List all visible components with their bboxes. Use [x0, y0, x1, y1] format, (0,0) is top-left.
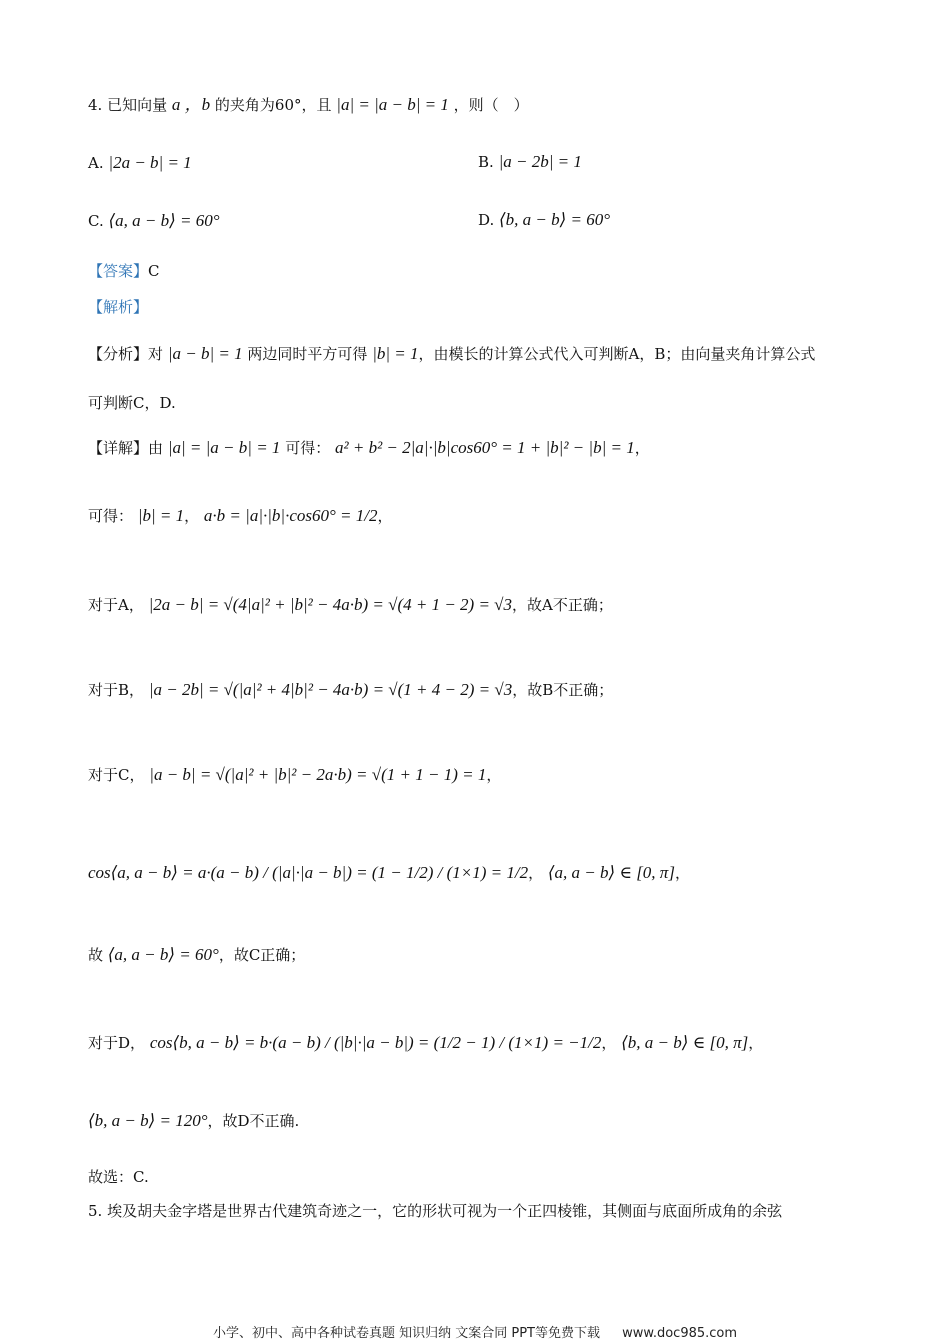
case-c-cos-comma: ， [528, 864, 544, 882]
case-d-cos-math: cos⟨b, a − b⟩ = b·(a − b) / (|b|·|a − b|) = (1/2 − 1) / (1×1) = −1/2 [149, 1033, 602, 1052]
detail-math-1: |a| = |a − b| = 1 [167, 438, 281, 457]
case-a [88, 594, 613, 616]
case-c-range-comma: ， [674, 864, 690, 882]
fenxi-tag: 【分析】 [88, 345, 149, 363]
detail-comma: ， [634, 439, 650, 457]
footer-link[interactable]: www.doc985.com [622, 1326, 738, 1341]
detail-line-2 [88, 505, 393, 527]
option-b-label: B. [478, 153, 494, 171]
analysis-tag: 【解析】 [88, 298, 149, 316]
case-d-conclusion [88, 1110, 299, 1132]
case-c-comma: ， [486, 766, 502, 784]
detail-comma-2: ， [184, 507, 200, 525]
case-c-cos-math: cos⟨a, a − b⟩ = a·(a − b) / (|a|·|a − b|) = (1 − 1/2) / (1×1) = 1/2 [88, 863, 529, 882]
fenxi-text: 对 [148, 345, 164, 363]
case-d-range: ⟨b, a − b⟩ ∈ [0, π] [621, 1033, 749, 1052]
case-d-conc-tail: ，故D不正确. [207, 1112, 300, 1130]
detail-math-4: a·b = |a|·|b|·cos60° = 1/2 [203, 506, 378, 525]
detail-math-2: a² + b² − 2|a|·|b|cos60° = 1 + |b|² − |b| = 1 [335, 438, 635, 457]
case-c-label: 对于C， [88, 766, 145, 784]
case-d-range-comma: ， [748, 1034, 764, 1052]
q4-stem-mid: 的夹角为60°，且 [214, 96, 332, 114]
answer-line [88, 260, 160, 282]
option-d-label: D. [478, 211, 495, 229]
case-d-label: 对于D， [88, 1034, 146, 1052]
case-b-math: |a − 2b| = √(|a|² + 4|b|² − 4a·b) = √(1 + 4 − 2) = √3 [148, 680, 513, 699]
case-d-conc-math: ⟨b, a − b⟩ = 120° [88, 1111, 208, 1130]
fenxi-math-1: |a − b| = 1 [167, 344, 243, 363]
q5-stem [88, 1200, 782, 1222]
option-b [478, 152, 582, 172]
fenxi-line-2 [88, 392, 176, 414]
detail-text-2: 可得： [285, 439, 331, 457]
detail-comma-3: ， [377, 507, 393, 525]
option-a [88, 152, 192, 174]
fenxi-text-4: 可判断C，D. [88, 394, 176, 412]
option-a-math: |2a − b| = 1 [108, 153, 192, 172]
detail-text-3: 可得： [88, 507, 134, 525]
fenxi-text-3: ，由模长的计算公式代入可判断A，B；由向量夹角计算公式 [418, 345, 816, 363]
case-b-conclusion: ，故B不正确； [512, 681, 614, 699]
fenxi-line-1 [88, 343, 815, 365]
fenxi-math-2: |b| = 1 [372, 344, 419, 363]
detail-text: 由 [148, 439, 164, 457]
option-b-math: |a − 2b| = 1 [498, 152, 582, 171]
q4-stem [88, 94, 529, 116]
case-c-cos [88, 862, 690, 884]
case-c-math: |a − b| = √(|a|² + |b|² − 2a·b) = √(1 + 1 − 1) = 1 [149, 765, 487, 784]
case-b [88, 679, 613, 701]
final-choice-text: 故选：C. [88, 1168, 149, 1186]
answer-value: C [148, 262, 160, 280]
detail-line-1 [88, 437, 650, 459]
case-c-conc-math: ⟨a, a − b⟩ = 60° [107, 945, 219, 964]
detail-math-3: |b| = 1 [137, 506, 185, 525]
option-d [478, 210, 610, 230]
case-d [88, 1032, 763, 1054]
final-choice [88, 1166, 149, 1188]
case-d-cos-comma: ， [601, 1034, 617, 1052]
option-c-label: C. [88, 212, 104, 230]
q4-stem-condition: |a| = |a − b| = 1 [336, 95, 449, 114]
option-c-math: ⟨a, a − b⟩ = 60° [108, 211, 220, 230]
case-c-conc-text: 故 [88, 946, 104, 964]
option-c [88, 210, 220, 232]
q4-stem-prefix: 4. 已知向量 [88, 96, 168, 114]
case-a-label: 对于A， [88, 596, 144, 614]
q5-stem-text: 5. 埃及胡夫金字塔是世界古代建筑奇迹之一，它的形状可视为一个正四棱锥，其侧面与底面所成角的余弦 [88, 1202, 783, 1220]
case-c-conclusion [88, 944, 305, 966]
case-a-conclusion: ，故A不正确； [512, 596, 613, 614]
case-b-label: 对于B， [88, 681, 145, 699]
q4-stem-suffix: ，则（ ） [453, 96, 529, 114]
detail-tag: 【详解】 [88, 439, 149, 457]
fenxi-text-2: 两边同时平方可得 [247, 345, 368, 363]
q4-stem-vectors: a ，b [171, 95, 211, 114]
footer [0, 1322, 950, 1341]
case-c [88, 764, 501, 786]
case-c-range: ⟨a, a − b⟩ ∈ [0, π] [547, 863, 675, 882]
case-a-math: |2a − b| = √(4|a|² + |b|² − 4a·b) = √(4 + 1 − 2) = √3 [148, 595, 513, 614]
footer-text: 小学、初中、高中各种试卷真题 知识归纳 文案合同 PPT等免费下载 [212, 1326, 600, 1341]
option-a-label: A. [88, 154, 104, 172]
case-c-conc-tail: ，故C正确； [218, 946, 306, 964]
answer-tag: 【答案】 [88, 262, 149, 280]
analysis-line [88, 296, 148, 318]
option-d-math: ⟨b, a − b⟩ = 60° [499, 210, 611, 229]
